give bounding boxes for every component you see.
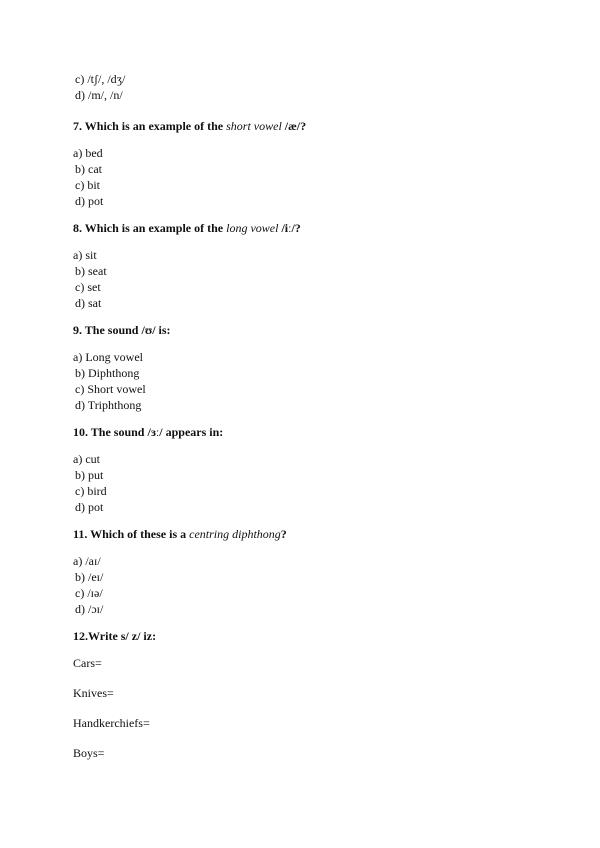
option-a: a) /aɪ/ bbox=[73, 554, 101, 568]
question-8-options bbox=[73, 247, 533, 311]
option-b: b) Diphthong bbox=[75, 366, 140, 380]
option-a: a) cut bbox=[73, 452, 100, 466]
question-12: 12.Write s/ z/ iz: bbox=[73, 629, 157, 643]
option-a: a) sit bbox=[73, 248, 97, 262]
option-b: b) /eɪ/ bbox=[75, 570, 104, 584]
option-d: d) /m/, /n/ bbox=[75, 88, 123, 102]
option-c: c) set bbox=[75, 280, 101, 294]
option-d: d) sat bbox=[75, 296, 102, 310]
option-a: a) bed bbox=[73, 146, 103, 160]
question-9-options bbox=[73, 349, 533, 413]
fill-item-cars: Cars= bbox=[73, 656, 102, 670]
option-c: c) Short vowel bbox=[75, 382, 146, 396]
question-7-options bbox=[73, 145, 533, 209]
question-10-options bbox=[73, 451, 533, 515]
question-7: 7. Which is an example of the short vowel /æ/? bbox=[73, 119, 307, 133]
fill-item-boys: Boys= bbox=[73, 746, 105, 760]
question-10: 10. The sound /ɜː/ appears in: bbox=[73, 425, 224, 439]
q6-options-tail bbox=[73, 71, 533, 103]
option-b: b) cat bbox=[75, 162, 102, 176]
option-c: c) bit bbox=[75, 178, 100, 192]
option-b: b) seat bbox=[75, 264, 107, 278]
option-c: c) /tʃ/, /dʒ/ bbox=[75, 72, 126, 86]
question-11-options bbox=[73, 553, 533, 617]
option-c: c) /ɪə/ bbox=[75, 586, 103, 600]
question-8: 8. Which is an example of the long vowel /iː/? bbox=[73, 221, 301, 235]
question-12-items bbox=[73, 655, 533, 761]
option-d: d) pot bbox=[75, 194, 104, 208]
option-a: a) Long vowel bbox=[73, 350, 143, 364]
option-b: b) put bbox=[75, 468, 104, 482]
option-d: d) Triphthong bbox=[75, 398, 142, 412]
option-d: d) /ɔɪ/ bbox=[75, 602, 104, 616]
option-d: d) pot bbox=[75, 500, 104, 514]
option-c: c) bird bbox=[75, 484, 107, 498]
question-11: 11. Which of these is a centring diphthong? bbox=[73, 527, 287, 541]
fill-item-handkerchiefs: Handkerchiefs= bbox=[73, 716, 150, 730]
worksheet-page bbox=[73, 71, 533, 775]
question-9: 9. The sound /ʊ/ is: bbox=[73, 323, 171, 337]
fill-item-knives: Knives= bbox=[73, 686, 114, 700]
